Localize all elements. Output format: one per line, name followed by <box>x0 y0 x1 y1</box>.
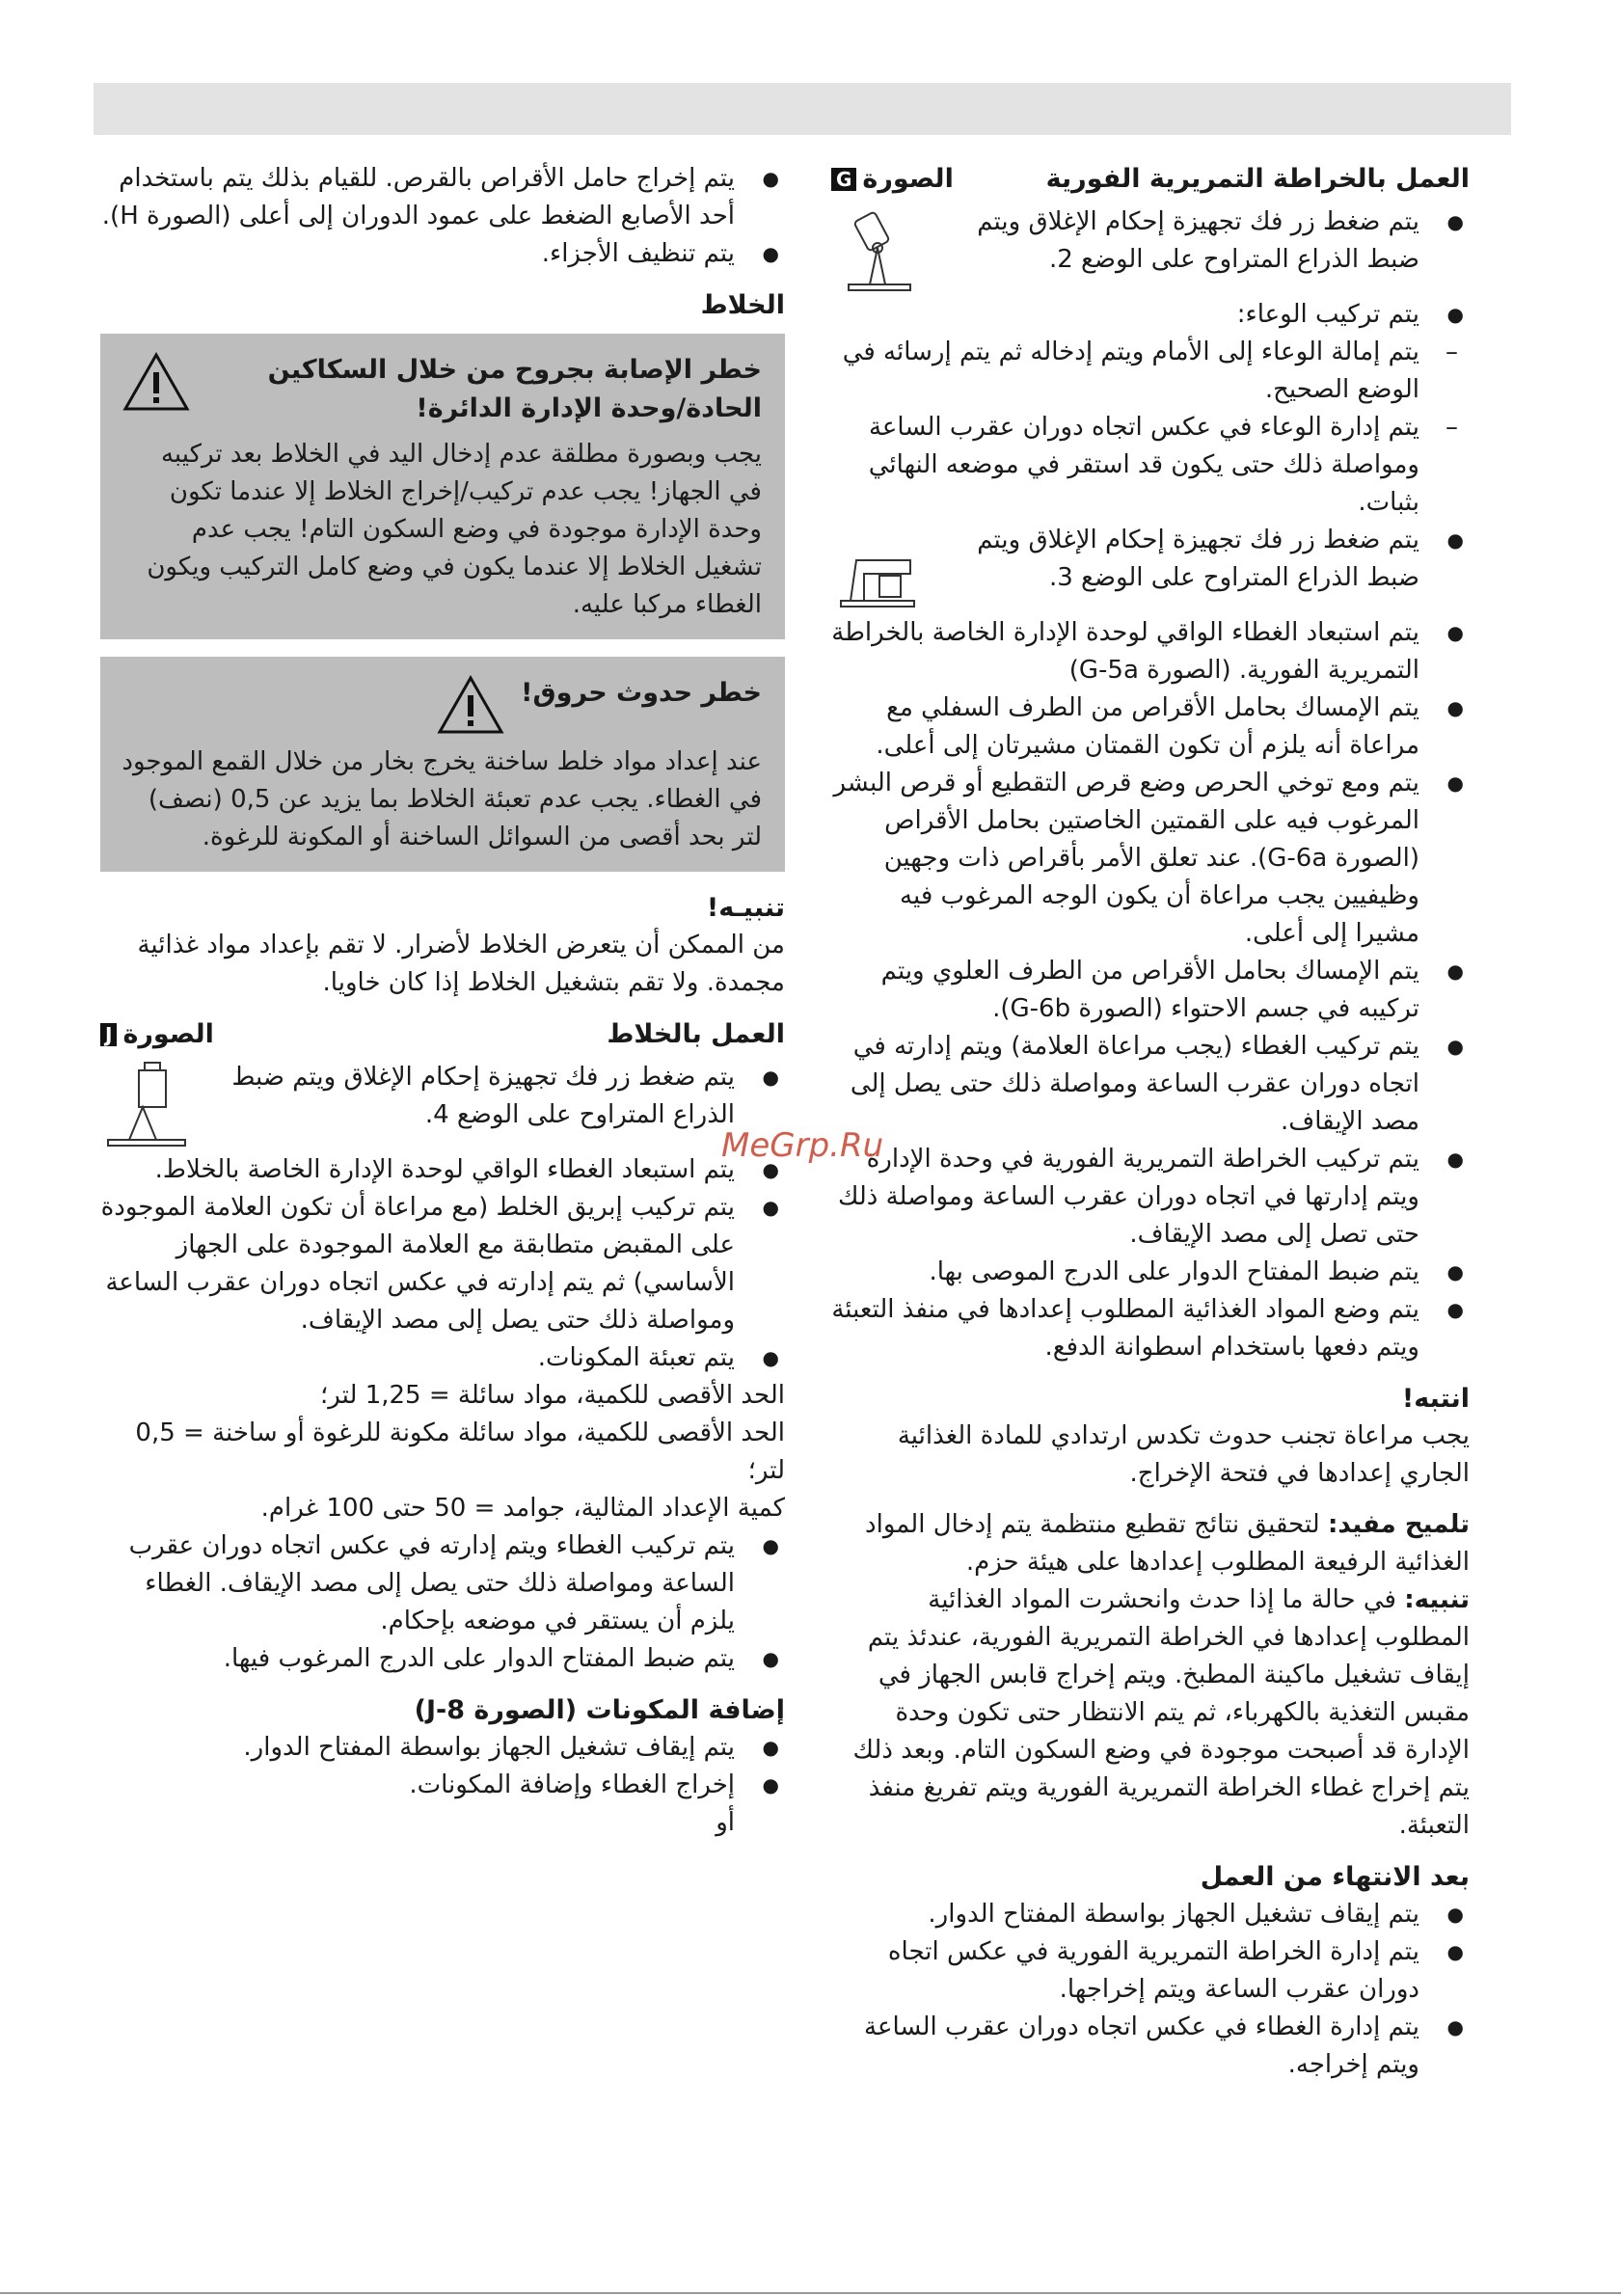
item-with-figure <box>100 1059 785 1151</box>
tip-text: لتحقيق نتائج تقطيع منتظمة يتم إدخال المواد الغذائية الرفيعة المطلوب إعدادها على هيئة حزم. <box>865 1510 1470 1577</box>
fill-line: الحد الأقصى للكمية، مواد سائلة مكونة للرغوة أو ساخنة = 0,5 لتر؛ <box>135 1418 785 1485</box>
warning-box-burns <box>100 657 785 872</box>
list-item: ● يتم تركيب إبريق الخلط (مع مراعاة أن تكون العلامة الموجودة على المقبض متطابقة مع العلامة الموجودة على الجهاز الأساسي) ثم يتم إدارته في عكس اتجاه دوران عقرب الساعة ومواصلة ذلك حتى يصل إلى مصد الإيقاف. <box>100 1189 785 1339</box>
appliance-blender-position-icon <box>100 1059 193 1151</box>
list-item: ● يتم استبعاد الغطاء الواقي لوحدة الإدارة الخاصة بالخلاط. <box>100 1151 785 1189</box>
or-text: أو <box>716 1808 735 1837</box>
list-item: ● يتم ضغط زر فك تجهيزة إحكام الإغلاق ويتم ضبط الذراع المتراوح على الوضع 4. <box>203 1059 785 1134</box>
list-item: ● يتم إخراج حامل الأقراص بالقرص. للقيام بذلك يتم باستخدام أحد الأصابع الضغط على عمود الدوران إلى أعلى (الصورة H). <box>100 160 785 235</box>
list-item: ● يتم ضغط زر فك تجهيزة إحكام الإغلاق ويتم ضبط الذراع المتراوح على الوضع 3. <box>933 522 1470 597</box>
appliance-arm-up-icon <box>831 203 924 296</box>
warning-title: خطر حدوث حروق! <box>521 678 762 708</box>
list-item: ● يتم إدارة الخراطة التمريرية الفورية في عكس اتجاه دوران عقرب الساعة ويتم إخراجها. <box>831 1933 1470 2009</box>
left-column <box>100 160 785 1842</box>
list-item: ● إخراج الغطاء وإضافة المكونات. <box>100 1767 785 1804</box>
figure-label: الصورة <box>862 164 954 194</box>
section-title: العمل بالخلاط <box>607 1019 785 1049</box>
figure-letter-box: J <box>100 1023 117 1046</box>
list-item: ● يتم ضبط المفتاح الدوار على الدرج الموصى بها. <box>831 1254 1470 1291</box>
list-item: ● يتم وضع المواد الغذائية المطلوب إعدادها في منفذ التعبئة ويتم دفعها باستخدام اسطوانة الدفع. <box>831 1291 1470 1366</box>
list-item: ● يتم ضغط زر فك تجهيزة إحكام الإغلاق ويتم ضبط الذراع المتراوح على الوضع 2. <box>933 203 1470 279</box>
sub-item: – يتم إمالة الوعاء إلى الأمام ويتم إدخاله ثم يتم إرسائه في الوضع الصحيح. <box>831 334 1470 409</box>
watermark: MeGrp.Ru <box>721 1126 884 1165</box>
list-item: ● يتم تركيب الغطاء (يجب مراعاة العلامة) ويتم إدارته في اتجاه دوران عقرب الساعة ومواصلة ذلك حتى يصل إلى مصد الإيقاف. <box>831 1028 1470 1141</box>
list-item: ● يتم ومع توخي الحرص وضع قرص التقطيع أو قرص البشر المرغوب فيه على القمتين الخاصتين بحامل الأقراص (الصورة G-6a). عند تعلق الأمر بأقراص ذات وجهين وظيفيين يجب مراعاة أن يكون الوجه المرغوب فيه مشيرا إلى أعلى. <box>831 765 1470 953</box>
warning-text: يجب وبصورة مطلقة عدم إدخال اليد في الخلاط بعد تركيبه في الجهاز! يجب عدم تركيب/إخراج الخلاط إلا عندما تكون وحدة الإدارة موجودة في وضع السكون التام! يجب عدم تشغيل الخلاط إلا عندما يكون في وضع كامل التركيب ويكون الغطاء مركبا عليه. <box>147 440 762 619</box>
sub-item: – يتم إدارة الوعاء في عكس اتجاه دوران عقرب الساعة ومواصلة ذلك حتى يكون قد استقر في موضعه النهائي بثبات. <box>831 409 1470 522</box>
list-item: ● يتم استبعاد الغطاء الواقي لوحدة الإدارة الخاصة بالخراطة التمريرية الفورية. (الصورة G-5a) <box>831 614 1470 689</box>
list-item: ● يتم إيقاف تشغيل الجهاز بواسطة المفتاح الدوار. <box>831 1896 1470 1933</box>
list-item: ● يتم ضبط المفتاح الدوار على الدرج المرغوب فيها. <box>100 1640 785 1678</box>
note-label: تنبيه: <box>1404 1585 1470 1614</box>
list-item: ● يتم تنظيف الأجزاء. <box>100 235 785 273</box>
right-column <box>831 160 1470 2084</box>
list-item: ● يتم تركيب الخراطة التمريرية الفورية في وحدة الإدارة ويتم إدارتها في اتجاه دوران عقرب الساعة ومواصلة ذلك حتى تصل إلى مصد الإيقاف. <box>831 1141 1470 1254</box>
item-with-figure <box>831 522 1470 614</box>
caution-text: من الممكن أن يتعرض الخلاط لأضرار. لا تقم بإعداد مواد غذائية مجمدة. ولا تقم بتشغيل الخلاط إذا كان خاويا. <box>137 931 785 997</box>
section-title-slicer <box>831 160 1470 198</box>
section-title-blender <box>100 1015 785 1053</box>
fill-line: كمية الإعداد المثالية، جوامد = 50 حتى 100 غرام. <box>260 1494 785 1523</box>
list-item: ● يتم إدارة الغطاء في عكس اتجاه دوران عقرب الساعة ويتم إخراجه. <box>831 2009 1470 2084</box>
figure-letter-box: G <box>831 168 856 191</box>
list-item: ● يتم إيقاف تشغيل الجهاز بواسطة المفتاح الدوار. <box>100 1729 785 1767</box>
header-bar <box>94 83 1511 135</box>
attention-text: يجب مراعاة تجنب حدوث تكدس ارتدادي للمادة الغذائية الجاري إعدادها في فتحة الإخراج. <box>897 1421 1470 1488</box>
figure-label: الصورة <box>122 1019 214 1049</box>
warning-title: خطر الإصابة بجروح من خلال السكاكين الحادة/وحدة الإدارة الدائرة! <box>267 355 762 423</box>
blender-heading: الخلاط <box>700 290 785 320</box>
list-item: ● يتم تعبئة المكونات. <box>100 1339 785 1377</box>
attention-heading: انتبه! <box>1401 1384 1470 1414</box>
warning-triangle-icon <box>436 674 505 736</box>
tip-paragraph <box>831 1506 1470 1581</box>
tip-label: تلميح مفيد: <box>1327 1510 1470 1539</box>
footer-rule <box>0 2292 1621 2294</box>
warning-header <box>122 674 762 736</box>
list-item: ● يتم الإمساك بحامل الأقراص من الطرف العلوي ويتم تركيبه في جسم الاحتواء (الصورة G-6b). <box>831 953 1470 1028</box>
fill-line: الحد الأقصى للكمية، مواد سائلة = 1,25 لتر؛ <box>320 1381 785 1410</box>
warning-box-cuts <box>100 334 785 639</box>
warning-triangle-icon <box>122 351 191 413</box>
note-text: في حالة ما إذا حدث وانحشرت المواد الغذائية المطلوب إعدادها في الخراطة التمريرية الفورية، عندئذ يتم إيقاف تشغيل ماكينة المطبخ. ويتم إخراج قابس الجهاز في مقبس التغذية بالكهرباء، ثم يتم الانتظار حتى تكون وحدة الإدارة قد أصبحت موجودة في وضع السكون التام. وبعد ذلك يتم إخراج غطاء الخراطة التمريرية الفورية ويتم تفريغ منفذ التعبئة. <box>852 1585 1470 1840</box>
caution-heading: تنبيـه! <box>706 893 785 923</box>
warning-header <box>122 351 762 428</box>
after-work-heading: بعد الانتهاء من العمل <box>1200 1862 1470 1892</box>
figure-ref-j <box>100 1015 214 1053</box>
item-with-figure <box>831 203 1470 296</box>
appliance-arm-level-icon <box>831 522 924 614</box>
section-title: العمل بالخراطة التمريرية الفورية <box>1045 164 1470 194</box>
warning-text: عند إعداد مواد خلط ساخنة يخرج بخار من خلال القمع الموجود في الغطاء. يجب عدم تعبئة الخلاط بما يزيد عن 0,5 (نصف) لتر بحد أقصى من السوائل الساخنة أو المكونة للرغوة. <box>122 747 762 851</box>
list-item: ● يتم الإمساك بحامل الأقراص من الطرف السفلي مع مراعاة أنه يلزم أن تكون القمتان مشيرتان إلى أعلى. <box>831 689 1470 765</box>
list-item: ● يتم تركيب الوعاء: <box>831 296 1470 334</box>
figure-ref-g <box>831 160 954 198</box>
list-item: ● يتم تركيب الغطاء ويتم إدارته في عكس اتجاه دوران عقرب الساعة ومواصلة ذلك حتى يصل إلى مصد الإيقاف. الغطاء يلزم أن يستقر في موضعه بإحكام. <box>100 1527 785 1640</box>
add-ingredients-heading: إضافة المكونات (الصورة J-8) <box>414 1695 785 1725</box>
note-paragraph <box>831 1581 1470 1845</box>
